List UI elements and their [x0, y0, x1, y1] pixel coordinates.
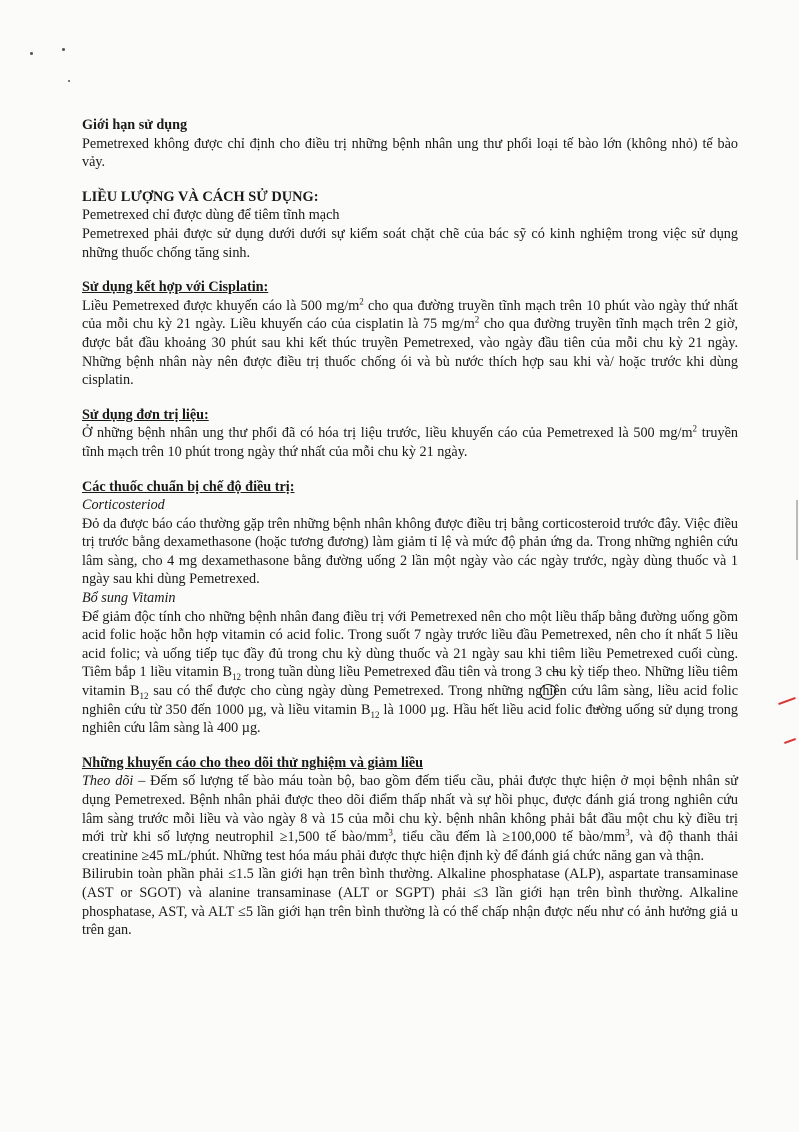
scan-speck	[62, 48, 65, 51]
red-ink-mark	[778, 697, 796, 705]
cisplatin-text: Liều Pemetrexed được khuyến cáo là 500 $mg/m^2$ cho qua đường truyền tĩnh mạch trên 10 phút vào ngày thứ nhất của mỗi chu kỳ 21 ngày. Liều khuyến cáo của cisplatin là 75 $mg/m^2$ cho qua đường truyền tĩnh mạch trên 2 giờ, được bắt đầu khoảng 30 phút sau khi kết thúc truyền Pemetrexed, vào ngày đầu tiên của mỗi chu kỳ 21 ngày. Những bệnh nhân này nên được điều trị thuốc chống ói và bù nước thích hợp sau khi và/ hoặc trước khi dùng cisplatin.	[82, 296, 738, 389]
section-title-monitoring: Những khuyến cáo cho theo dõi thử nghiệm và giảm liều	[82, 754, 424, 771]
section-title-dosage: LIỀU LƯỢNG VÀ CÁCH SỬ DỤNG:	[82, 188, 319, 205]
corticosteroid-text: Đỏ da được báo cáo thường gặp trên những bệnh nhân không được điều trị bằng corticosteroid trước đây. Việc điều trị trước bằng dexamethasone (hoặc tương đương) làm giảm tỉ lệ và mức độ phản ứng da. Trong những nghiên cứu lâm sàng, cho 4 mg dexamethasone bằng đường uống 2 lần một ngày vào các ngày trước, ngày dùng thuốc và 1 ngày sau khi dùng Pemetrexed.	[82, 515, 738, 588]
section-title-premedication: Các thuốc chuẩn bị chế độ điều trị:	[82, 478, 295, 495]
section-title-monotherapy: Sử dụng đơn trị liệu:	[82, 406, 209, 423]
page-edge-shadow	[796, 500, 798, 560]
subtitle-corticosteroid: Corticosteriod	[82, 497, 165, 514]
document-page	[82, 116, 738, 940]
bilirubin-text: Bilirubin toàn phần phải ≤1.5 lần giới hạn trên bình thường. Alkaline phosphatase (ALP), aspartate transaminase (AST or SGOT) và alanine transaminase (ALT or SGPT) phải ≤3 lần giới hạn trên bình thường. Alkaline phosphatase, AST, và ALT ≤5 lần giới hạn trên bình thường là có thể chấp nhận được nếu như có ảnh hưởng giả u trên gan.	[82, 866, 738, 939]
monotherapy-text: Ở những bệnh nhân ung thư phổi đã có hóa trị liệu trước, liều khuyến cáo của Pemetrexed là 500 $mg/m^2$ truyền tĩnh mạch trên 10 phút trong ngày thứ nhất của mỗi chu kỳ 21 ngày.	[82, 423, 738, 460]
dosage-line-1: Pemetrexed chỉ được dùng để tiêm tĩnh mạch	[82, 207, 340, 224]
vitamin-text: Để giảm độc tính cho những bệnh nhân đang điều trị với Pemetrexed nên cho một liều thấp bằng đường uống gồm acid folic hoặc hỗn hợp vitamin có acid folic. Trong suốt 7 ngày trước liều đầu Pemetrexed, nên cho ít nhất 5 liều acid folic; và uống tiếp tục đầy đủ trong chu kỳ dùng thuốc và 21 ngày sau khi tiêm liều Pemetrexed cuối cùng. Tiêm bắp 1 liều vitamin $B_{12}$ trong tuần dùng liều Pemetrexed đầu tiên và trong 3 chu kỳ tiếp theo. Những liều tiêm vitamin $B_{12}$ sau có thể được cho cùng ngày dùng Pemetrexed. Trong những nghiên cứu lâm sàng, liều acid folic nghiên cứu từ 350 đến 1000 µg, và liều vitamin $B_{12}$ là 1000 µg. Hầu hết liều acid folic đường uống sử dụng trong nghiên cứu lâm sàng là 400 µg.	[82, 608, 738, 737]
monitoring-text: Theo dõi – Đếm số lượng tế bào máu toàn bộ, bao gồm đếm tiểu cầu, phải được thực hiện ở mọi bệnh nhân sử dụng Pemetrexed. Bệnh nhân phải được theo dõi điểm thấp nhất và sự hồi phục, được đánh giá trong nghiên cứu lâm sàng trước mỗi liều và vào ngày 8 và 15 của mỗi chu kỳ. bệnh nhân không phải bắt đầu một chu kỳ điều trị mới trừ khi số lượng neutrophil ≥1,500 tế bào/$mm^3$, tiểu cầu đếm là ≥100,000 tế bào/$mm^3$, và độ thanh thải creatinine ≥45 mL/phút. Những test hóa máu phải được thực hiện định kỳ để đánh giá chức năng gan và thận.	[82, 773, 739, 864]
subtitle-vitamin: Bổ sung Vitamin	[82, 590, 176, 607]
section-title-usage-limits: Giới hạn sử dụng	[82, 117, 188, 133]
red-ink-mark	[784, 738, 796, 744]
scan-speck	[68, 80, 70, 82]
usage-limits-text: Pemetrexed không được chỉ định cho điều trị những bệnh nhân ung thư phổi loại tế bào lớn (không nhỏ) tế bào vảy.	[82, 135, 738, 171]
dosage-line-2: Pemetrexed phải được sử dụng dưới dưới sự kiểm soát chặt chẽ của bác sỹ có kinh nghiệm trong việc sử dụng những thuốc chống tăng sinh.	[82, 225, 738, 261]
section-title-cisplatin: Sử dụng kết hợp với Cisplatin:	[82, 279, 269, 296]
scan-speck	[30, 52, 33, 55]
